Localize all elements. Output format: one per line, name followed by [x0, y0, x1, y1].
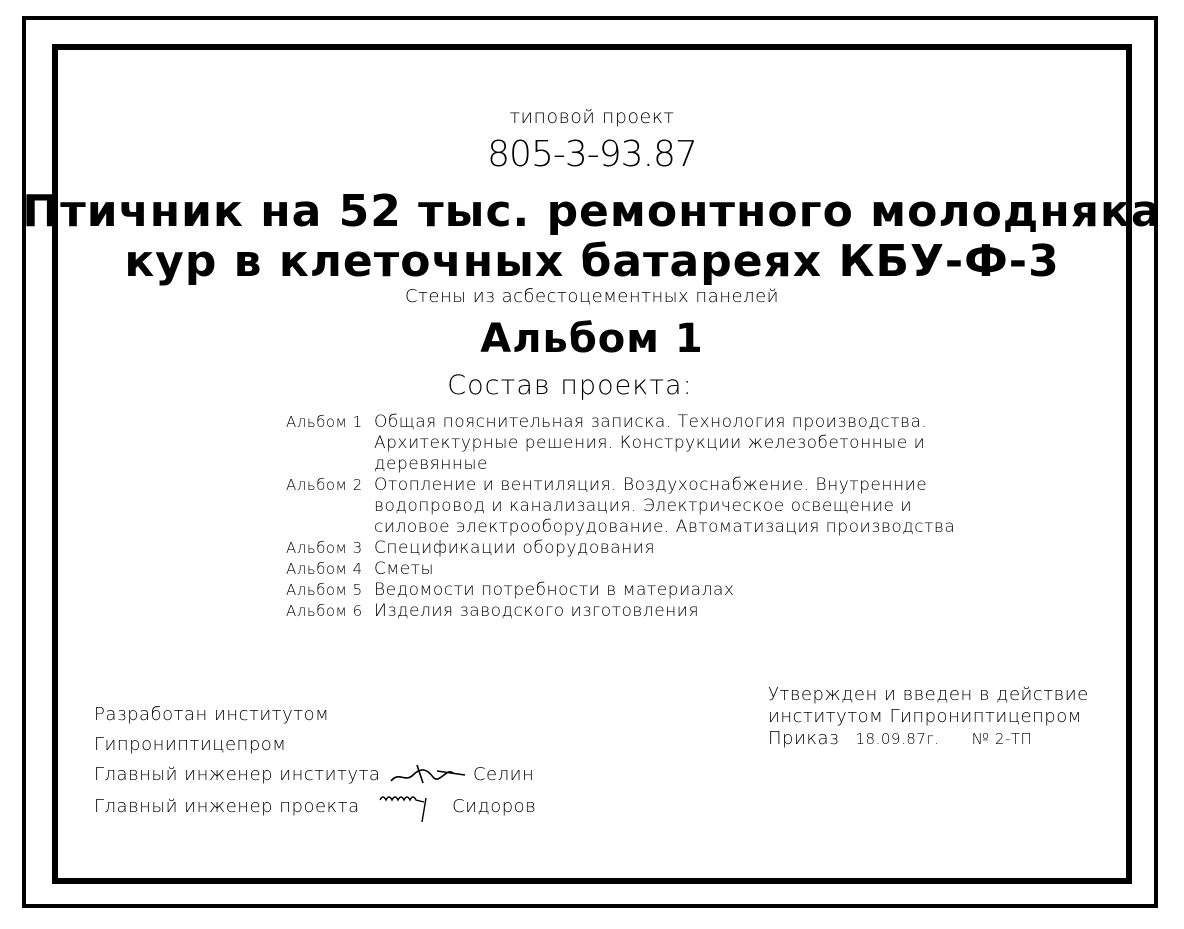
project-type-label: типовой проект	[509, 106, 675, 128]
album-entry	[286, 475, 1006, 496]
chief-institute-row	[94, 760, 536, 790]
chief-project-name: Сидоров	[452, 796, 537, 817]
order-row	[768, 728, 1089, 750]
album-key: Альбом 5	[286, 581, 363, 599]
approval-line-2: институтом Гипрониптицепром	[768, 706, 1082, 727]
project-number: 805-3-93.87	[487, 134, 697, 175]
chief-institute-label: Главный инженер института	[94, 764, 381, 785]
album-text: Спецификации оборудования	[374, 538, 656, 558]
signature-sidorov-icon	[366, 790, 446, 824]
album-key: Альбом 6	[286, 602, 363, 620]
developer-block	[94, 700, 536, 824]
album-text: Отопление и вентиляция. Воздухоснабжение. Внутренние	[374, 475, 928, 495]
album-text-continued: силовое электрооборудование. Автоматизация производства	[374, 517, 956, 537]
albums-list	[286, 412, 1006, 622]
developer-line-1: Разработан институтом	[94, 704, 330, 725]
approval-line-1: Утвержден и введен в действие	[768, 684, 1089, 705]
chief-project-label: Главный инженер проекта	[94, 796, 360, 817]
album-text-continued: водопровод и канализация. Электрическое освещение и	[374, 496, 913, 516]
album-text-continued: Архитектурные решения. Конструкции железобетонные и	[374, 433, 926, 453]
album-text-continued: деревянные	[374, 454, 488, 474]
album-text: Изделия заводского изготовления	[374, 601, 700, 621]
album-entry	[286, 580, 1006, 601]
chief-project-row	[94, 790, 536, 824]
title-line-2: кур в клеточных батареях КБУ-Ф-3	[124, 236, 1060, 287]
chief-institute-name: Селин	[472, 764, 535, 785]
album-key: Альбом 1	[286, 413, 363, 431]
album-text: Сметы	[374, 559, 434, 579]
order-label: Приказ	[768, 728, 840, 749]
album-key: Альбом 4	[286, 560, 363, 578]
album-key: Альбом 3	[286, 539, 363, 557]
composition-title: Состав проекта:	[447, 370, 693, 401]
album-entry	[286, 412, 1006, 433]
album-text: Общая пояснительная записка. Технология производства.	[374, 412, 928, 432]
album-entry	[286, 601, 1006, 622]
album-text: Ведомости потребности в материалах	[374, 580, 735, 600]
developer-line-2: Гипрониптицепром	[94, 734, 287, 755]
album-title: Альбом 1	[480, 316, 704, 362]
walls-subtitle: Стены из асбестоцементных панелей	[404, 286, 779, 307]
album-entry	[286, 559, 1006, 580]
album-entry	[286, 538, 1006, 559]
approval-block	[768, 684, 1089, 750]
title-line-1: Птичник на 52 тыс. ремонтного молодняка	[22, 186, 1162, 237]
album-key: Альбом 2	[286, 476, 363, 494]
signature-selin-icon	[387, 761, 467, 789]
order-date: 18.09.87г.	[855, 730, 940, 748]
order-number: № 2-ТП	[971, 730, 1033, 748]
